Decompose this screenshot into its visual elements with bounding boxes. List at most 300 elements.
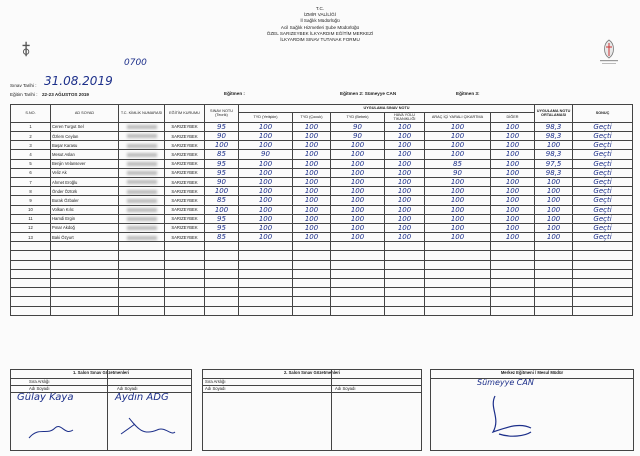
table-row — [11, 141, 633, 150]
empty-cell — [491, 279, 535, 288]
egitim-tarihi-value: 22-23 AĞUSTOS 2019 — [42, 92, 89, 97]
col-diger: DİĞER — [491, 113, 535, 123]
row-tyd-c: 100 — [293, 168, 331, 177]
signature-2: Aydın ADG — [115, 392, 169, 403]
row-kurum: SARIZEYBEK — [165, 159, 205, 168]
empty-cell — [331, 297, 385, 306]
row-number: 6 — [11, 168, 51, 177]
row-hava: 100 — [385, 177, 425, 186]
sinav-tarihi-value: 31.08.2019 — [44, 74, 113, 88]
row-arac: 100 — [425, 177, 491, 186]
empty-cell — [573, 306, 633, 315]
row-tyd-c: 100 — [293, 122, 331, 131]
empty-row — [11, 251, 633, 260]
row-sonuc: Geçti — [573, 177, 633, 186]
row-diger: 100 — [491, 196, 535, 205]
table-row — [11, 159, 633, 168]
empty-cell — [425, 297, 491, 306]
row-tyd-c: 100 — [293, 159, 331, 168]
row-diger: 100 — [491, 233, 535, 242]
empty-cell — [165, 288, 205, 297]
row-teorik: 85 — [205, 150, 239, 159]
signature-1: Gülay Kaya — [17, 392, 74, 403]
empty-cell — [293, 297, 331, 306]
empty-cell — [205, 288, 239, 297]
empty-cell — [573, 269, 633, 278]
header-line: İl Sağlık Müdürlüğü — [300, 18, 340, 24]
row-tyd-y: 100 — [239, 205, 293, 214]
row-hava: 100 — [385, 132, 425, 141]
adi-soyadi-label: Adı Soyadı — [29, 386, 50, 391]
empty-cell — [205, 269, 239, 278]
row-tyd-b: 100 — [331, 141, 385, 150]
row-hava: 100 — [385, 159, 425, 168]
row-number: 2 — [11, 132, 51, 141]
row-arac: 100 — [425, 214, 491, 223]
row-teorik: 85 — [205, 233, 239, 242]
empty-cell — [573, 288, 633, 297]
row-tyd-c: 100 — [293, 150, 331, 159]
row-teorik: 95 — [205, 122, 239, 131]
row-tyd-c: 100 — [293, 177, 331, 186]
row-ortalama: 100 — [535, 205, 573, 214]
row-tyd-b: 100 — [331, 205, 385, 214]
empty-cell — [51, 288, 119, 297]
empty-cell — [119, 260, 165, 269]
col-uygulama: UYGULAMA SINAV NOTU — [239, 105, 535, 113]
sinav-tarihi-label: Sınav Tarihi : — [10, 83, 37, 88]
empty-row — [11, 297, 633, 306]
salon2-adi-label: Adı Soyadı — [205, 386, 226, 391]
empty-cell — [491, 269, 535, 278]
row-arac: 100 — [425, 132, 491, 141]
empty-cell — [293, 269, 331, 278]
empty-cell — [165, 260, 205, 269]
empty-cell — [51, 297, 119, 306]
empty-cell — [205, 297, 239, 306]
row-kurum: SARIZEYBEK — [165, 168, 205, 177]
row-ortalama: 97,5 — [535, 159, 573, 168]
row-name: Burak Özbaler — [51, 196, 119, 205]
col-tc: T.C. KİMLİK NUMARASI — [119, 105, 165, 123]
salon2-sira-label: Sıra Arslığı — [205, 379, 226, 384]
row-diger: 100 — [491, 132, 535, 141]
egitmen-label: Eğitmen : — [224, 91, 245, 96]
empty-cell — [51, 242, 119, 251]
row-tyd-y: 100 — [239, 177, 293, 186]
empty-cell — [573, 297, 633, 306]
empty-cell — [239, 269, 293, 278]
row-arac: 90 — [425, 168, 491, 177]
row-ortalama: 100 — [535, 223, 573, 232]
empty-cell — [573, 279, 633, 288]
col-sonuc: SONUÇ — [573, 105, 633, 123]
row-tyd-b: 100 — [331, 214, 385, 223]
row-tyd-b: 100 — [331, 196, 385, 205]
empty-cell — [573, 242, 633, 251]
header-line: Acil Sağlık Hizmetleri Şube Müdürlüğü — [280, 24, 360, 30]
empty-cell — [11, 269, 51, 278]
exam-results-table — [10, 104, 633, 316]
row-name: Başar Karasu — [51, 141, 119, 150]
empty-cell — [205, 251, 239, 260]
empty-cell — [11, 279, 51, 288]
merkez-title: Merkez Eğitmeni / Mesul Müdür — [500, 370, 564, 375]
empty-cell — [293, 251, 331, 260]
row-teorik: 100 — [205, 141, 239, 150]
row-sonuc: Geçti — [573, 141, 633, 150]
empty-cell — [239, 288, 293, 297]
row-ortalama: 100 — [535, 177, 573, 186]
row-teorik: 95 — [205, 159, 239, 168]
row-hava: 100 — [385, 205, 425, 214]
col-tyd-y: TYD (Yetişkin) — [239, 113, 293, 123]
merkez-signature-icon — [471, 388, 551, 444]
row-diger: 100 — [491, 214, 535, 223]
empty-cell — [535, 251, 573, 260]
redacted-id — [127, 153, 157, 157]
row-name: Hamdi Ergin — [51, 214, 119, 223]
redacted-id — [127, 208, 157, 212]
empty-cell — [491, 251, 535, 260]
row-number: 13 — [11, 233, 51, 242]
row-name: Önder Öztürk — [51, 187, 119, 196]
table-row — [11, 233, 633, 242]
row-sonuc: Geçti — [573, 122, 633, 131]
empty-cell — [239, 260, 293, 269]
empty-cell — [385, 260, 425, 269]
row-sonuc: Geçti — [573, 205, 633, 214]
row-hava: 100 — [385, 223, 425, 232]
row-tyd-b: 100 — [331, 150, 385, 159]
row-teorik: 95 — [205, 223, 239, 232]
row-hava: 100 — [385, 122, 425, 131]
row-tyd-b: 100 — [331, 177, 385, 186]
empty-cell — [425, 306, 491, 315]
col-ortalama: UYGULAMA NOTU ORTALAMASI — [535, 105, 573, 123]
empty-cell — [165, 269, 205, 278]
row-kurum: SARIZEYBEK — [165, 150, 205, 159]
row-number: 7 — [11, 177, 51, 186]
row-tyd-c: 100 — [293, 132, 331, 141]
row-number: 5 — [11, 159, 51, 168]
row-arac: 100 — [425, 196, 491, 205]
row-tyd-y: 100 — [239, 233, 293, 242]
row-tc-blurred — [119, 187, 165, 196]
empty-cell — [535, 269, 573, 278]
empty-cell — [293, 306, 331, 315]
row-tyd-b: 100 — [331, 168, 385, 177]
col-tyd-c: TYD (Çocuk) — [293, 113, 331, 123]
merkez-name: Sümeyye CAN — [477, 378, 534, 387]
empty-cell — [425, 288, 491, 297]
row-name: Volkan Kılıc — [51, 205, 119, 214]
row-diger: 100 — [491, 187, 535, 196]
row-hava: 100 — [385, 168, 425, 177]
row-kurum: SARIZEYBEK — [165, 205, 205, 214]
sira-arsligi-label: Sıra Arslığı — [29, 379, 50, 384]
empty-cell — [535, 297, 573, 306]
row-ortalama: 98,3 — [535, 168, 573, 177]
empty-cell — [239, 306, 293, 315]
empty-cell — [239, 279, 293, 288]
table-row — [11, 214, 633, 223]
row-tyd-c: 100 — [293, 141, 331, 150]
row-kurum: SARIZEYBEK — [165, 214, 205, 223]
row-tyd-y: 100 — [239, 141, 293, 150]
row-tyd-b: 100 — [331, 159, 385, 168]
row-name: Baki Özyurt — [51, 233, 119, 242]
row-tc-blurred — [119, 159, 165, 168]
row-arac: 100 — [425, 205, 491, 214]
empty-cell — [425, 279, 491, 288]
signature-scribble-icon — [25, 406, 185, 444]
redacted-id — [127, 236, 157, 240]
row-diger: 100 — [491, 159, 535, 168]
row-tc-blurred — [119, 132, 165, 141]
row-sonuc: Geçti — [573, 132, 633, 141]
header-line: İLKYARDIM SINAV TUTANAK FORMU — [280, 37, 360, 43]
egitim-tarihi-label: Eğitim Tarihi : — [10, 92, 38, 97]
row-diger: 100 — [491, 122, 535, 131]
row-kurum: SARIZEYBEK — [165, 233, 205, 242]
empty-cell — [119, 297, 165, 306]
row-tc-blurred — [119, 205, 165, 214]
row-sonuc: Geçti — [573, 187, 633, 196]
row-tyd-b: 90 — [331, 122, 385, 131]
salon2-title: 2. Salon Sınav Gözetmenleri — [283, 370, 341, 375]
row-hava: 100 — [385, 196, 425, 205]
ministry-logo-icon — [596, 38, 622, 68]
row-ortalama: 98,3 — [535, 132, 573, 141]
redacted-id — [127, 180, 157, 184]
empty-row — [11, 242, 633, 251]
empty-cell — [535, 242, 573, 251]
empty-cell — [293, 242, 331, 251]
row-kurum: SARIZEYBEK — [165, 122, 205, 131]
row-name: Benjin Velansever — [51, 159, 119, 168]
empty-cell — [491, 288, 535, 297]
row-tyd-b: 100 — [331, 223, 385, 232]
row-tc-blurred — [119, 214, 165, 223]
empty-cell — [425, 260, 491, 269]
row-number: 1 — [11, 122, 51, 131]
col-sno: S.NO. — [11, 105, 51, 123]
row-tyd-c: 100 — [293, 233, 331, 242]
row-tyd-y: 100 — [239, 168, 293, 177]
empty-cell — [11, 260, 51, 269]
row-ortalama: 98,3 — [535, 122, 573, 131]
empty-cell — [293, 288, 331, 297]
row-diger: 100 — [491, 205, 535, 214]
table-row — [11, 196, 633, 205]
row-diger: 100 — [491, 223, 535, 232]
empty-cell — [119, 288, 165, 297]
row-tyd-b: 90 — [331, 132, 385, 141]
salon2-box — [202, 369, 422, 451]
table-row — [11, 132, 633, 141]
row-name: Özlem Ceylan — [51, 132, 119, 141]
row-tc-blurred — [119, 168, 165, 177]
empty-cell — [573, 260, 633, 269]
row-tyd-b: 100 — [331, 233, 385, 242]
empty-cell — [11, 306, 51, 315]
empty-cell — [205, 260, 239, 269]
row-ortalama: 100 — [535, 141, 573, 150]
empty-row — [11, 260, 633, 269]
row-tc-blurred — [119, 150, 165, 159]
redacted-id — [127, 125, 157, 129]
row-teorik: 100 — [205, 187, 239, 196]
empty-cell — [11, 251, 51, 260]
row-tyd-c: 100 — [293, 214, 331, 223]
empty-cell — [385, 279, 425, 288]
empty-cell — [205, 279, 239, 288]
row-kurum: SARIZEYBEK — [165, 196, 205, 205]
table-row — [11, 168, 633, 177]
row-number: 8 — [11, 187, 51, 196]
salon1-box — [10, 369, 192, 451]
table-row — [11, 177, 633, 186]
empty-cell — [573, 251, 633, 260]
empty-row — [11, 288, 633, 297]
row-tc-blurred — [119, 223, 165, 232]
row-kurum: SARIZEYBEK — [165, 141, 205, 150]
row-kurum: SARIZEYBEK — [165, 187, 205, 196]
table-row — [11, 223, 633, 232]
row-teorik: 90 — [205, 177, 239, 186]
col-ad-soyad: AD SOYAD — [51, 105, 119, 123]
empty-row — [11, 279, 633, 288]
empty-cell — [491, 306, 535, 315]
empty-cell — [293, 279, 331, 288]
redacted-id — [127, 134, 157, 138]
empty-cell — [293, 260, 331, 269]
salon2-adi-label-2: Adı Soyadı — [335, 386, 356, 391]
row-hava: 100 — [385, 214, 425, 223]
empty-cell — [51, 260, 119, 269]
empty-cell — [119, 279, 165, 288]
empty-cell — [165, 242, 205, 251]
empty-cell — [491, 297, 535, 306]
row-tyd-y: 100 — [239, 159, 293, 168]
row-name: Ahmet Eroğlu — [51, 177, 119, 186]
row-tc-blurred — [119, 122, 165, 131]
col-tyd-b: TYD (Bebek) — [331, 113, 385, 123]
row-diger: 100 — [491, 150, 535, 159]
row-teorik: 85 — [205, 196, 239, 205]
row-tyd-y: 100 — [239, 132, 293, 141]
merkez-box — [430, 369, 634, 451]
header-line: T.C. — [315, 6, 325, 11]
empty-cell — [425, 242, 491, 251]
row-number: 3 — [11, 141, 51, 150]
row-tc-blurred — [119, 233, 165, 242]
col-kurum: EĞİTİM KURUMU — [165, 105, 205, 123]
empty-cell — [239, 297, 293, 306]
empty-cell — [331, 251, 385, 260]
empty-cell — [535, 288, 573, 297]
row-tyd-c: 100 — [293, 223, 331, 232]
redacted-id — [127, 190, 157, 194]
row-name: Pınar Akdoğ — [51, 223, 119, 232]
table-row — [11, 187, 633, 196]
row-hava: 100 — [385, 141, 425, 150]
empty-cell — [535, 306, 573, 315]
row-tc-blurred — [119, 141, 165, 150]
empty-cell — [425, 251, 491, 260]
empty-row — [11, 269, 633, 278]
empty-cell — [331, 260, 385, 269]
row-kurum: SARIZEYBEK — [165, 132, 205, 141]
row-tyd-y: 100 — [239, 196, 293, 205]
row-arac: 100 — [425, 223, 491, 232]
row-ortalama: 100 — [535, 187, 573, 196]
empty-cell — [385, 288, 425, 297]
row-teorik: 100 — [205, 205, 239, 214]
empty-cell — [165, 279, 205, 288]
row-tyd-y: 100 — [239, 187, 293, 196]
col-hava: HAVA YOLU TIKANIKLIĞI — [385, 113, 425, 123]
redacted-id — [127, 144, 157, 148]
row-tc-blurred — [119, 196, 165, 205]
redacted-id — [127, 171, 157, 175]
empty-cell — [119, 242, 165, 251]
row-tyd-y: 90 — [239, 150, 293, 159]
empty-cell — [425, 269, 491, 278]
row-sonuc: Geçti — [573, 196, 633, 205]
row-tyd-y: 100 — [239, 122, 293, 131]
table-row — [11, 150, 633, 159]
empty-cell — [205, 242, 239, 251]
header-line: İZMİR VALİLİĞİ — [303, 12, 337, 18]
redacted-id — [127, 199, 157, 203]
empty-cell — [331, 288, 385, 297]
empty-cell — [11, 297, 51, 306]
empty-cell — [385, 306, 425, 315]
row-teorik: 95 — [205, 168, 239, 177]
row-ortalama: 100 — [535, 214, 573, 223]
row-tc-blurred — [119, 177, 165, 186]
empty-cell — [535, 279, 573, 288]
row-tyd-b: 100 — [331, 187, 385, 196]
redacted-id — [127, 217, 157, 221]
empty-cell — [51, 251, 119, 260]
row-number: 10 — [11, 205, 51, 214]
row-arac: 100 — [425, 233, 491, 242]
table-row — [11, 122, 633, 131]
empty-cell — [331, 242, 385, 251]
empty-cell — [239, 251, 293, 260]
redacted-id — [127, 162, 157, 166]
empty-cell — [491, 242, 535, 251]
table-row — [11, 205, 633, 214]
empty-cell — [51, 279, 119, 288]
row-sonuc: Geçti — [573, 159, 633, 168]
row-arac: 100 — [425, 150, 491, 159]
row-tyd-c: 100 — [293, 205, 331, 214]
empty-cell — [165, 251, 205, 260]
row-sonuc: Geçti — [573, 150, 633, 159]
col-teorik: SINAV NOTU (Teorik) — [205, 105, 239, 123]
empty-cell — [385, 242, 425, 251]
row-arac: 100 — [425, 187, 491, 196]
sinav-saati: 0700 — [124, 58, 147, 68]
row-hava: 100 — [385, 233, 425, 242]
row-hava: 100 — [385, 150, 425, 159]
row-kurum: SARIZEYBEK — [165, 177, 205, 186]
row-arac: 85 — [425, 159, 491, 168]
